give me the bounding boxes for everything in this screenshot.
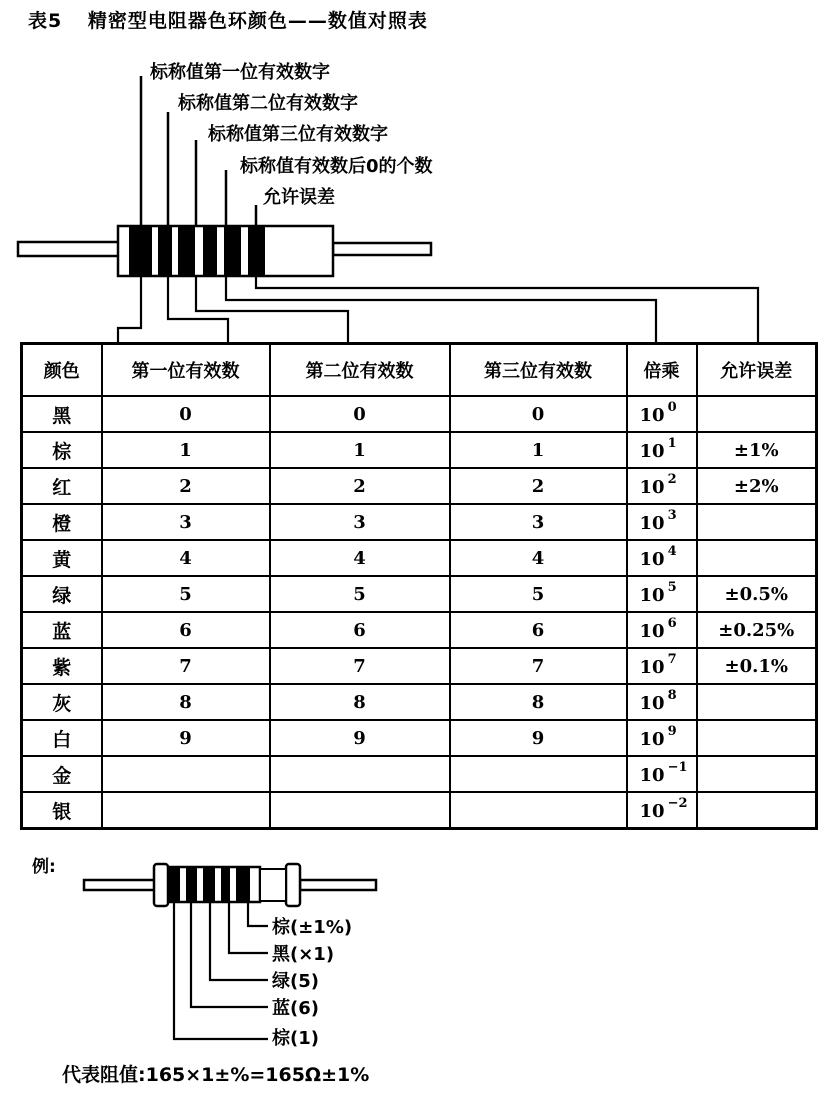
color-cell: 白 (22, 720, 102, 756)
digit3-cell: 5 (450, 576, 627, 612)
band-label-digit1: 标称值第一位有效数字 (150, 62, 330, 83)
digit1-cell: 1 (102, 432, 270, 468)
color-cell: 黄 (22, 540, 102, 576)
example-result: 代表阻值:165×1±%=165Ω±1% (62, 1064, 370, 1086)
example-band-digit3: 绿(5) (272, 971, 319, 992)
digit2-cell: 1 (270, 432, 450, 468)
color-cell: 蓝 (22, 612, 102, 648)
multiplier-exponent: 0 (667, 399, 677, 415)
multiplier-exponent: −2 (667, 795, 688, 811)
table-title: 精密型电阻器色环颜色——数值对照表 (87, 10, 428, 32)
digit1-cell: 6 (102, 612, 270, 648)
header-digit3: 第三位有效数 (450, 344, 627, 397)
multiplier-exponent: 3 (667, 507, 677, 523)
color-cell: 黑 (22, 396, 102, 432)
digit1-cell: 0 (102, 396, 270, 432)
tolerance-cell: ±2% (697, 468, 817, 504)
digit2-cell: 6 (270, 612, 450, 648)
digit1-cell: 4 (102, 540, 270, 576)
tolerance-cell: ±0.1% (697, 648, 817, 684)
digit2-cell: 3 (270, 504, 450, 540)
color-cell: 金 (22, 756, 102, 792)
tolerance-cell: ±0.5% (697, 576, 817, 612)
multiplier-exponent: 6 (667, 615, 677, 631)
multiplier-exponent: −1 (667, 759, 688, 775)
example-band-digit1: 棕(1) (272, 1028, 319, 1049)
color-cell: 绿 (22, 576, 102, 612)
digit3-cell: 6 (450, 612, 627, 648)
multiplier-base: 10 (639, 548, 665, 570)
digit2-cell: 7 (270, 648, 450, 684)
band-label-multiplier: 标称值有效数后0的个数 (240, 156, 433, 177)
digit1-cell: 3 (102, 504, 270, 540)
multiplier-base: 10 (639, 656, 665, 678)
multiplier-base: 10 (639, 512, 665, 534)
digit1-cell: 8 (102, 684, 270, 720)
band-label-tolerance: 允许误差 (263, 187, 335, 208)
digit1-cell: 2 (102, 468, 270, 504)
table-number: 表5 (28, 10, 63, 32)
digit1-cell: 9 (102, 720, 270, 756)
band-label-digit3: 标称值第三位有效数字 (208, 124, 388, 145)
header-digit2: 第二位有效数 (270, 344, 450, 397)
multiplier-base: 10 (639, 800, 665, 822)
multiplier-exponent: 7 (667, 651, 677, 667)
multiplier-base: 10 (639, 404, 665, 426)
example-band-digit2: 蓝(6) (272, 998, 319, 1019)
header-multiplier: 倍乘 (627, 344, 697, 397)
multiplier-exponent: 1 (667, 435, 677, 451)
tolerance-cell: ±1% (697, 432, 817, 468)
multiplier-exponent: 8 (667, 687, 677, 703)
tolerance-cell: ±0.25% (697, 612, 817, 648)
digit3-cell: 3 (450, 504, 627, 540)
example-band-multiplier: 黑(×1) (272, 944, 335, 965)
color-cell: 灰 (22, 684, 102, 720)
multiplier-base: 10 (639, 476, 665, 498)
header-color: 颜色 (22, 344, 102, 397)
color-cell: 银 (22, 792, 102, 829)
digit3-cell: 9 (450, 720, 627, 756)
example-band-tolerance: 棕(±1%) (272, 917, 353, 938)
digit2-cell: 0 (270, 396, 450, 432)
digit3-cell: 2 (450, 468, 627, 504)
example-label: 例: (32, 857, 56, 877)
multiplier-base: 10 (639, 440, 665, 462)
band-label-digit2: 标称值第二位有效数字 (178, 93, 358, 114)
multiplier-base: 10 (639, 728, 665, 750)
color-cell: 橙 (22, 504, 102, 540)
multiplier-exponent: 4 (667, 543, 677, 559)
digit3-cell: 8 (450, 684, 627, 720)
digit3-cell: 0 (450, 396, 627, 432)
multiplier-base: 10 (639, 764, 665, 786)
multiplier-exponent: 2 (667, 471, 677, 487)
multiplier-base: 10 (639, 692, 665, 714)
digit2-cell: 4 (270, 540, 450, 576)
header-digit1: 第一位有效数 (102, 344, 270, 397)
multiplier-exponent: 5 (667, 579, 677, 595)
color-cell: 红 (22, 468, 102, 504)
digit1-cell: 5 (102, 576, 270, 612)
digit3-cell: 4 (450, 540, 627, 576)
multiplier-base: 10 (639, 620, 665, 642)
header-tolerance: 允许误差 (697, 344, 817, 397)
multiplier-base: 10 (639, 584, 665, 606)
digit1-cell: 7 (102, 648, 270, 684)
multiplier-exponent: 9 (667, 723, 677, 739)
color-cell: 棕 (22, 432, 102, 468)
digit3-cell: 1 (450, 432, 627, 468)
digit2-cell: 2 (270, 468, 450, 504)
digit2-cell: 5 (270, 576, 450, 612)
digit3-cell: 7 (450, 648, 627, 684)
color-cell: 紫 (22, 648, 102, 684)
digit2-cell: 9 (270, 720, 450, 756)
digit2-cell: 8 (270, 684, 450, 720)
